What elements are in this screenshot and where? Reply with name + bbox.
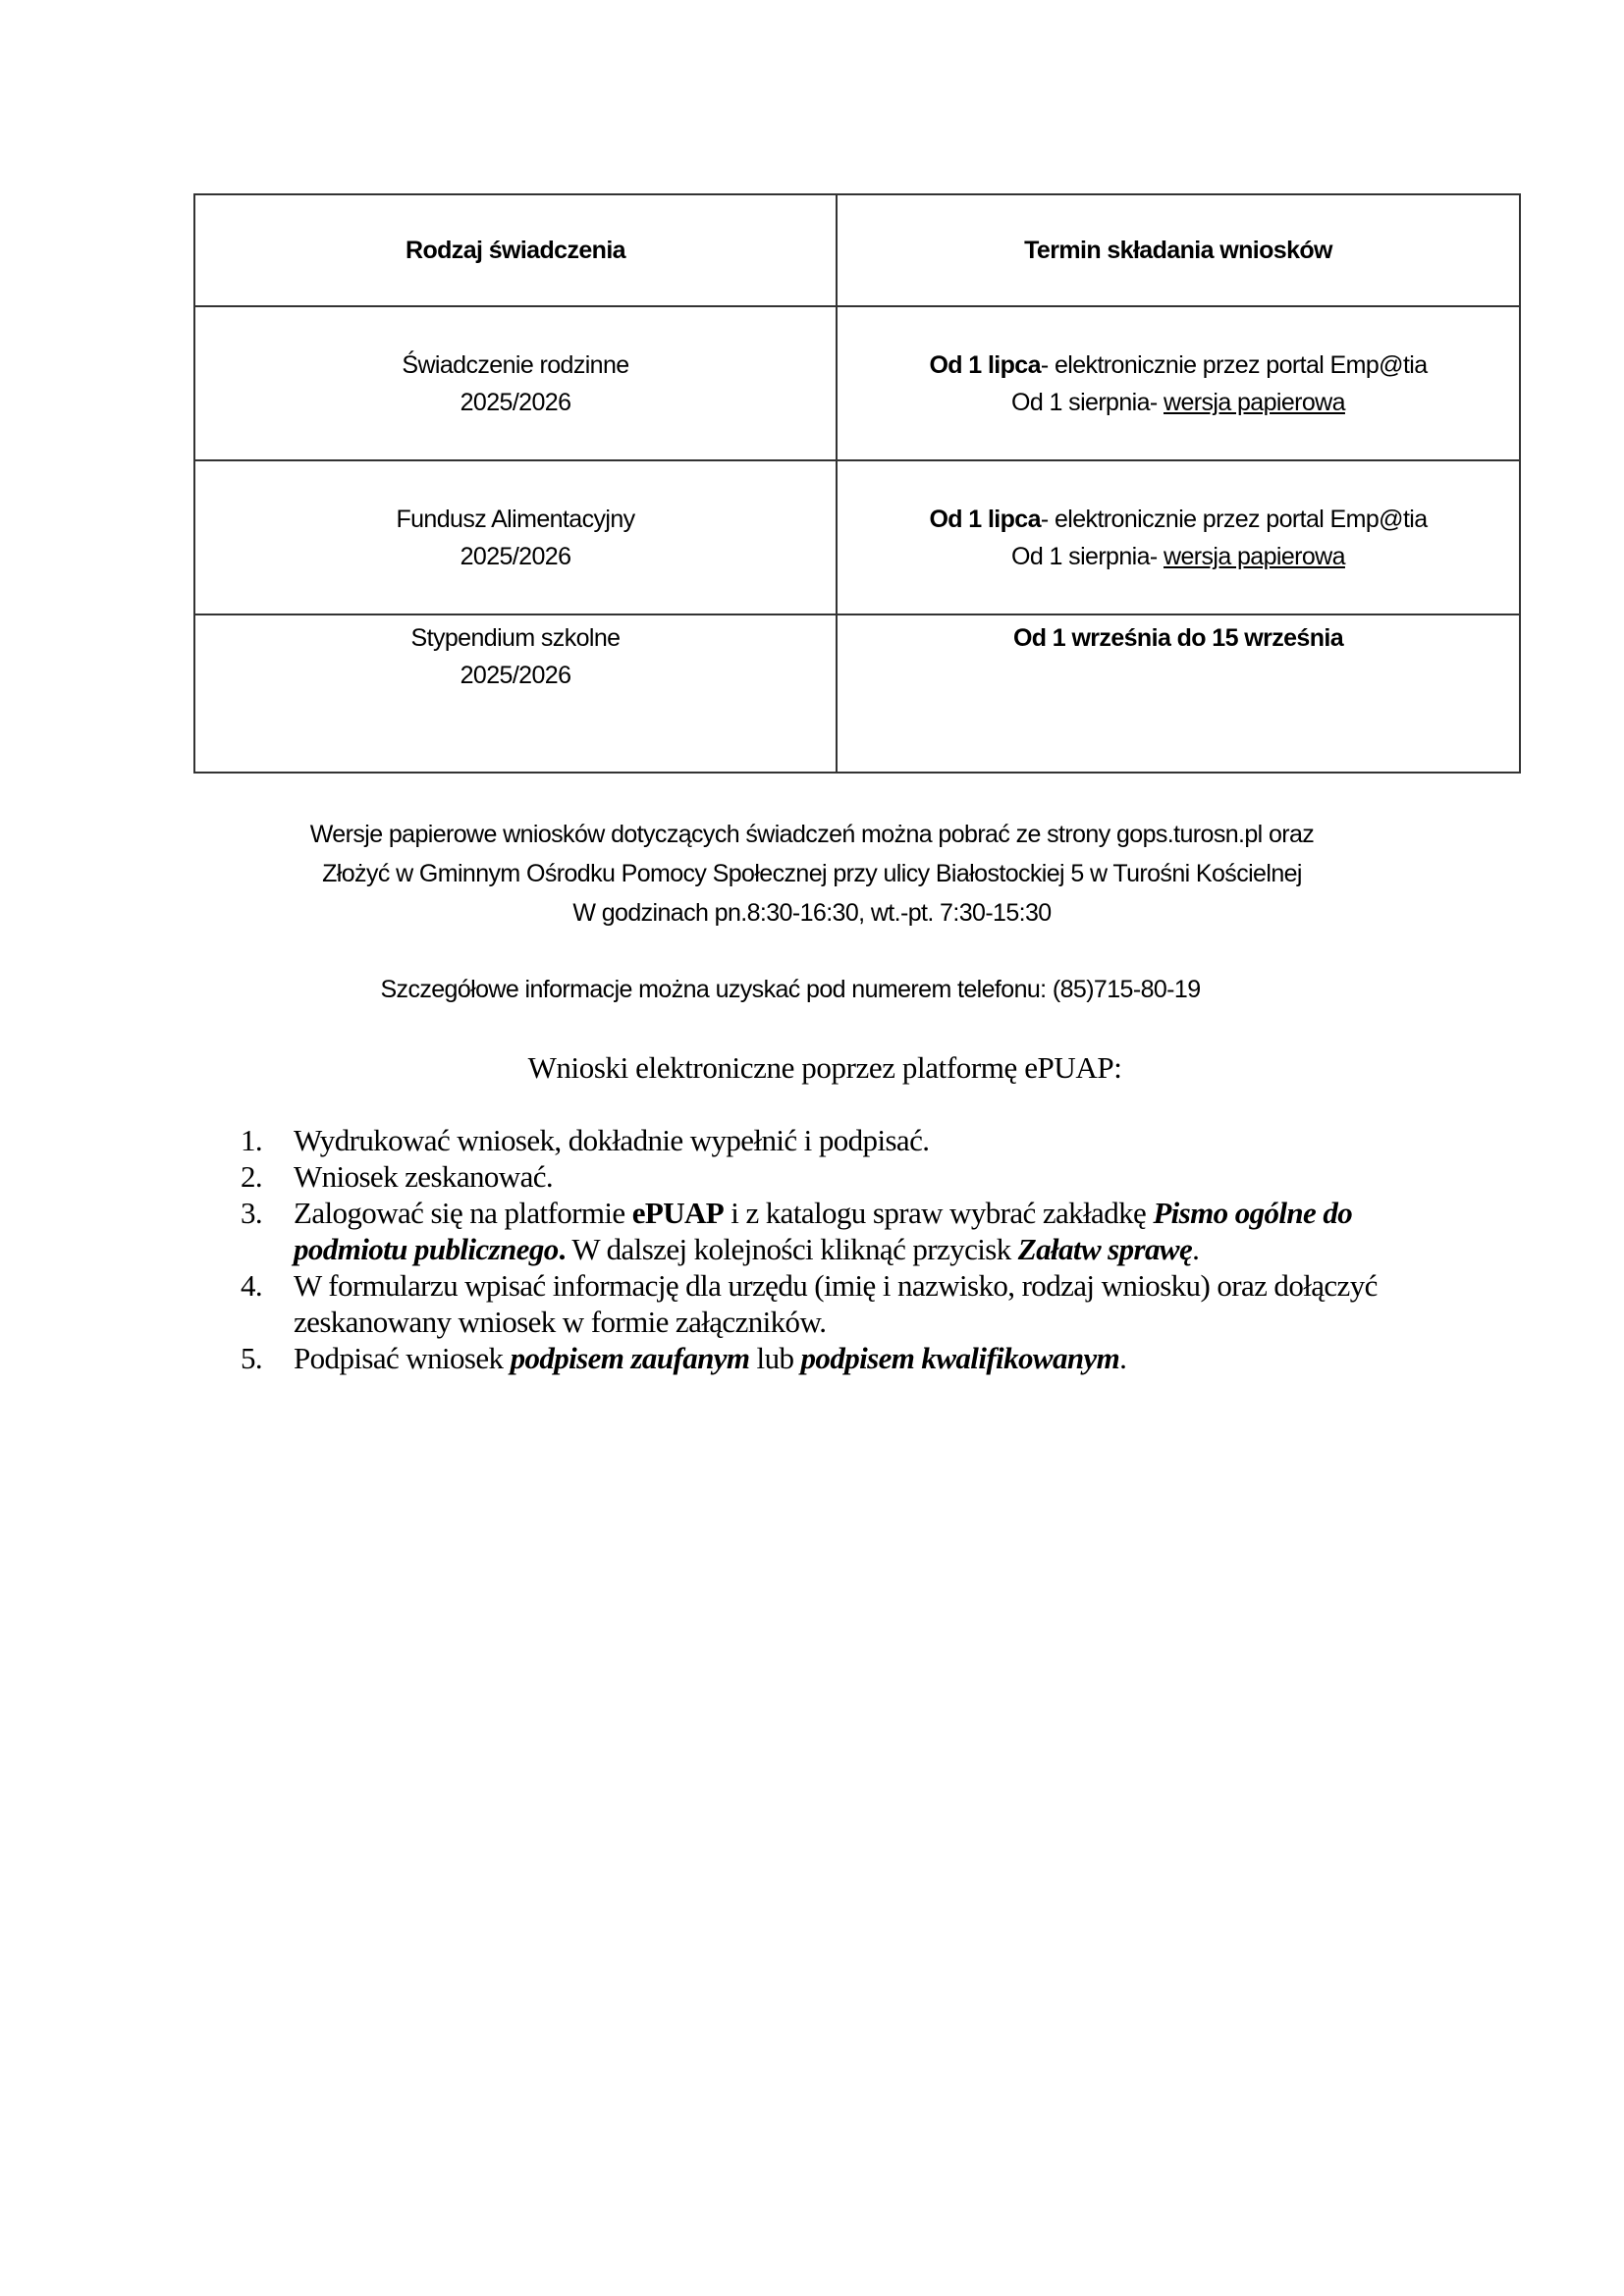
deadline-electronic-text: - elektronicznie przez portal Emp@tia: [1040, 505, 1428, 533]
benefit-year: 2025/2026: [460, 662, 571, 689]
step-punctuation: .: [1119, 1341, 1127, 1375]
step-text: W dalszej kolejności kliknąć przycisk: [565, 1232, 1018, 1266]
paper-forms-info: [193, 815, 1431, 933]
deadline-electronic-text: - elektronicznie przez portal Emp@tia: [1040, 350, 1428, 379]
qualified-signature: podpisem kwalifikowanym: [800, 1341, 1120, 1375]
table-header-row: [194, 194, 1520, 306]
deadline-paper-prefix: Od 1 sierpnia-: [1011, 542, 1164, 570]
table-row: [194, 306, 1520, 460]
deadline-text: Od 1 września do 15 września: [1012, 624, 1344, 652]
header-benefit-type: Rodzaj świadczenia: [194, 194, 837, 306]
benefit-cell: [194, 460, 837, 614]
benefit-name: Świadczenie rodzinne: [402, 350, 629, 379]
table-row: [194, 614, 1520, 773]
step-text: lub: [749, 1341, 801, 1375]
table-row: [194, 460, 1520, 614]
deadline-electronic-date: Od 1 lipca: [929, 350, 1041, 379]
deadline-cell: [837, 306, 1520, 460]
list-item: [241, 1195, 1419, 1267]
step-text: Zalogować się na platformie: [294, 1196, 632, 1230]
epuap-platform-name: ePUAP: [631, 1196, 725, 1230]
step-number: 3.: [241, 1196, 263, 1230]
deadline-electronic-date: Od 1 lipca: [929, 505, 1041, 533]
info-line-office-hours: W godzinach pn.8:30-16:30, wt.-pt. 7:30-15:30: [572, 899, 1052, 927]
benefit-name: Fundusz Alimentacyjny: [396, 505, 635, 533]
epuap-steps-list: [241, 1122, 1419, 1376]
list-item: [241, 1122, 1419, 1158]
list-item: [241, 1267, 1419, 1340]
step-number: 5.: [241, 1341, 263, 1375]
paper-version-link[interactable]: wersja papierowa: [1164, 388, 1345, 416]
step-text: i z katalogu spraw wybrać zakładkę: [724, 1196, 1154, 1230]
benefit-year: 2025/2026: [460, 542, 571, 570]
deadline-cell: [837, 614, 1520, 773]
deadline-cell: [837, 460, 1520, 614]
button-name-handle-case: Załatw sprawę: [1017, 1232, 1193, 1266]
benefit-year: 2025/2026: [460, 388, 571, 416]
deadline-paper-prefix: Od 1 sierpnia-: [1011, 388, 1164, 416]
paper-version-link[interactable]: wersja papierowa: [1164, 542, 1345, 570]
step-text: Wniosek zeskanować.: [294, 1159, 554, 1194]
phone-info: Szczegółowe informacje można uzyskać pod numerem telefonu: (85)715-80-19: [380, 976, 1201, 1003]
step-punctuation: .: [558, 1232, 566, 1266]
step-number: 4.: [241, 1268, 263, 1303]
info-line-submit-address: Złożyć w Gminnym Ośrodku Pomocy Społecznej przy ulicy Białostockiej 5 w Turośni Kościelnej: [322, 860, 1302, 887]
list-item: [241, 1340, 1419, 1376]
step-text: Wydrukować wniosek, dokładnie wypełnić i podpisać.: [294, 1123, 930, 1157]
benefit-cell: [194, 306, 837, 460]
list-item: [241, 1158, 1419, 1195]
step-number: 2.: [241, 1159, 263, 1194]
step-number: 1.: [241, 1123, 263, 1157]
epuap-section-title: Wnioski elektroniczne poprzez platformę ePUAP:: [527, 1050, 1122, 1085]
tab-name-general-letter: Pismo ogólne do podmiotu publicznego: [294, 1196, 1353, 1266]
step-punctuation: .: [1192, 1232, 1200, 1266]
header-deadline: Termin składania wniosków: [837, 194, 1520, 306]
benefits-deadlines-table: [193, 193, 1521, 774]
info-line-download: Wersje papierowe wniosków dotyczących świadczeń można pobrać ze strony gops.turosn.pl oraz: [309, 821, 1315, 848]
trusted-signature: podpisem zaufanym: [510, 1341, 750, 1375]
benefit-name: Stypendium szkolne: [410, 624, 621, 652]
step-text: W formularzu wpisać informację dla urzędu (imię i nazwisko, rodzaj wniosku) oraz dołączyć zeskanowany wniosek w formie załączników.: [294, 1268, 1378, 1339]
benefit-cell: [194, 614, 837, 773]
step-text: Podpisać wniosek: [294, 1341, 511, 1375]
